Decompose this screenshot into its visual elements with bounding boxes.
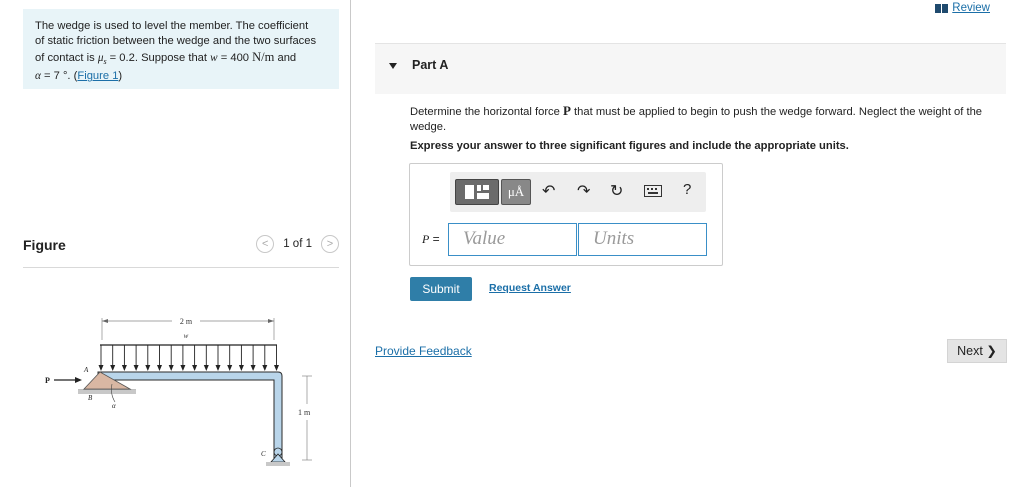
problem-statement — [23, 9, 339, 89]
load-unit: N/m — [252, 49, 275, 64]
load-arrow-head — [216, 365, 221, 371]
dim-right-label: 1 m — [298, 408, 311, 417]
load-arrow-head — [134, 365, 139, 371]
problem-figure — [40, 312, 330, 472]
problem-text: of contact is — [35, 51, 98, 64]
question-part: that must be applied to begin to push the wedge forward. Neglect the weight of the wedge. — [410, 106, 983, 133]
reset-icon[interactable]: ↻ — [610, 183, 624, 200]
arrow-head — [268, 319, 274, 323]
part-a-header[interactable] — [375, 43, 1006, 94]
math-toolbar — [450, 172, 706, 212]
point-c-label: C — [261, 450, 266, 458]
question-part: Determine the horizontal force — [410, 106, 563, 118]
load-arrow-head — [227, 365, 232, 371]
arrow-head — [102, 319, 108, 323]
dim-top-label: 2 m — [179, 317, 193, 326]
mu-symbol: μ — [97, 51, 104, 64]
chevron-right-icon: ❯ — [986, 344, 997, 358]
problem-text-line-1: The wedge is used to level the member. The coefficient — [35, 20, 309, 32]
load-arrow-head — [274, 365, 279, 371]
templates-button[interactable] — [455, 179, 499, 205]
mu-subscript: s — [103, 57, 107, 67]
load-arrow-head — [99, 365, 104, 371]
answer-box — [409, 163, 723, 266]
load-arrow-head — [251, 365, 256, 371]
variable-symbol: P — [422, 232, 430, 246]
point-b-label: B — [88, 394, 93, 402]
problem-text: = 400 — [217, 51, 253, 64]
part-label: Part A — [412, 58, 449, 72]
review-link[interactable] — [935, 2, 990, 14]
provide-feedback-link[interactable]: Provide Feedback — [375, 344, 472, 358]
figure-link[interactable]: Figure 1 — [77, 70, 119, 83]
chevron-right-icon: > — [326, 238, 334, 250]
load-arrow-head — [157, 365, 162, 371]
load-arrow-head — [192, 365, 197, 371]
templates-icon — [456, 180, 498, 204]
submit-button[interactable]: Submit — [410, 277, 472, 301]
keyboard-icon[interactable] — [644, 184, 662, 202]
load-label: w — [183, 332, 189, 340]
undo-icon[interactable]: ↶ — [542, 183, 556, 200]
w-symbol: w — [210, 51, 218, 64]
force-symbol: P — [562, 103, 571, 118]
support-ground — [266, 462, 290, 466]
load-arrow-head — [110, 365, 115, 371]
review-label: Review — [952, 2, 990, 14]
equals-sign: = — [429, 232, 440, 246]
load-arrow-head — [122, 365, 127, 371]
value-input[interactable]: Value — [448, 223, 577, 256]
distributed-load-arrows — [99, 345, 280, 371]
load-arrow-head — [145, 365, 150, 371]
angle-label: α — [112, 402, 116, 410]
problem-text-line-2: of static friction between the wedge and the two surfaces — [35, 35, 317, 48]
next-label: Next — [957, 344, 983, 358]
help-icon[interactable]: ? — [683, 181, 692, 198]
answer-variable — [422, 232, 440, 247]
load-arrow-head — [262, 365, 267, 371]
force-label: P — [45, 376, 50, 385]
force-arrow-head — [75, 377, 82, 383]
alpha-symbol: α — [35, 70, 41, 83]
collapse-triangle-icon — [389, 63, 397, 69]
problem-text: and — [274, 51, 297, 64]
redo-icon[interactable]: ↷ — [577, 183, 591, 200]
pager-count: 1 of 1 — [283, 238, 312, 250]
next-figure-button[interactable] — [321, 235, 339, 253]
units-symbols-button[interactable] — [501, 179, 531, 205]
units-input[interactable]: Units — [578, 223, 707, 256]
mu-angstrom-icon: μÅ — [507, 184, 525, 199]
chevron-left-icon: < — [262, 238, 269, 250]
load-arrow-head — [204, 365, 209, 371]
problem-text: ) — [118, 70, 123, 83]
left-panel — [0, 0, 351, 487]
answer-instruction: Express your answer to three significant figures and include the appropriate units. — [410, 140, 849, 152]
question-text — [410, 103, 1010, 135]
figure-pager — [256, 235, 339, 253]
right-panel — [351, 0, 1024, 487]
prev-figure-button[interactable] — [256, 235, 274, 253]
problem-text: = 7 °. ( — [40, 70, 78, 83]
next-button[interactable] — [947, 339, 1007, 363]
load-arrow-head — [239, 365, 244, 371]
figure-header — [23, 237, 339, 268]
ground-hatch — [78, 390, 136, 394]
figure-title: Figure — [23, 237, 66, 253]
problem-text: = 0.2. Suppose that — [106, 51, 211, 64]
load-arrow-head — [169, 365, 174, 371]
support-c — [271, 454, 285, 462]
request-answer-link[interactable]: Request Answer — [489, 282, 571, 294]
member-beam — [98, 372, 282, 460]
point-a-label: A — [84, 366, 89, 374]
load-arrow-head — [180, 365, 185, 371]
book-icon — [935, 4, 948, 13]
